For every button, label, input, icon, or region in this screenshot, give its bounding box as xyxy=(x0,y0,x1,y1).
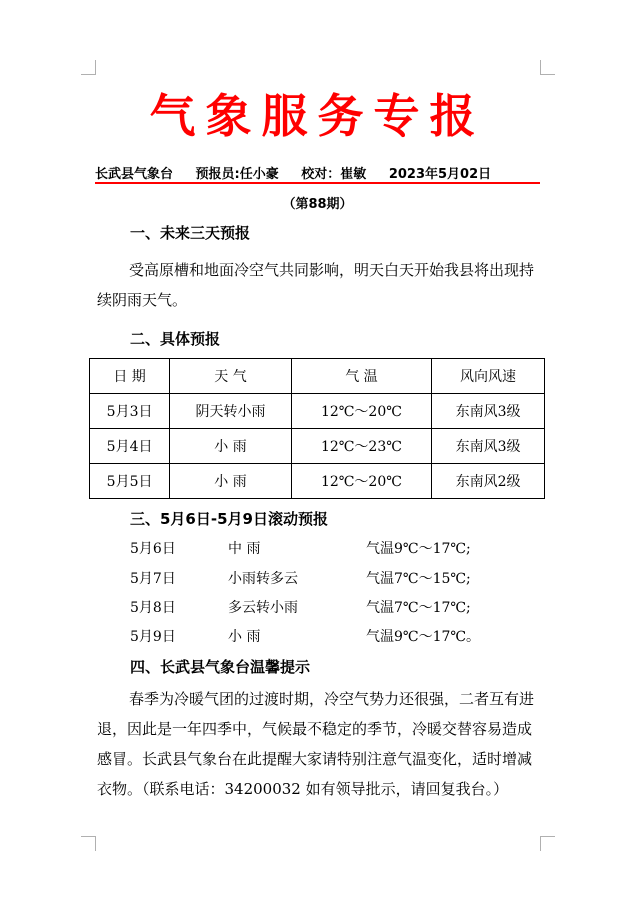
table-header-row xyxy=(90,359,545,394)
rolling-date: 5月7日 xyxy=(130,571,176,587)
rolling-date: 5月6日 xyxy=(130,541,176,557)
header-date: 日 期 xyxy=(90,359,170,394)
checker: 校对：崔敏 xyxy=(301,167,367,182)
rolling-date: 5月9日 xyxy=(130,629,176,645)
document-title: 气象服务专报 xyxy=(149,89,486,143)
cell-weather: 阴天转小雨 xyxy=(170,394,292,429)
header-temp: 气 温 xyxy=(291,359,431,394)
forecaster: 预报员:任小豪 xyxy=(195,167,279,182)
cell-weather: 小 雨 xyxy=(170,464,292,499)
rolling-weather: 多云转小雨 xyxy=(228,600,298,616)
table-row xyxy=(90,464,545,499)
rolling-temp: 气温7℃～15℃; xyxy=(366,571,471,587)
table-row xyxy=(90,394,545,429)
station-name: 长武县气象台 xyxy=(95,167,174,182)
page-corner-mark xyxy=(81,836,96,851)
cell-temp: 12℃～23℃ xyxy=(291,429,431,464)
issue-number: （第88期） xyxy=(282,197,353,212)
cell-wind: 东南风3级 xyxy=(432,394,545,429)
forecast-table xyxy=(89,358,545,499)
cell-temp: 12℃～20℃ xyxy=(291,464,431,499)
page-corner-mark xyxy=(540,60,555,75)
rolling-weather: 小 雨 xyxy=(228,629,261,645)
header-divider xyxy=(95,182,540,184)
rolling-temp: 气温9℃～17℃。 xyxy=(366,629,481,645)
cell-date: 5月5日 xyxy=(90,464,170,499)
section3-heading: 三、5月6日-5月9日滚动预报 xyxy=(130,510,328,528)
cell-weather: 小 雨 xyxy=(170,429,292,464)
rolling-weather: 小雨转多云 xyxy=(228,571,298,587)
cell-wind: 东南风3级 xyxy=(432,429,545,464)
issue-date: 2023年5月02日 xyxy=(388,167,492,182)
section1-heading: 一、未来三天预报 xyxy=(130,224,251,242)
rolling-temp: 气温9℃～17℃; xyxy=(366,541,471,557)
section4-heading: 四、长武县气象台温馨提示 xyxy=(130,658,311,676)
header-weather: 天 气 xyxy=(170,359,292,394)
cell-wind: 东南风2级 xyxy=(432,464,545,499)
page-corner-mark xyxy=(540,836,555,851)
cell-date: 5月4日 xyxy=(90,429,170,464)
header-wind: 风向风速 xyxy=(432,359,545,394)
rolling-date: 5月8日 xyxy=(130,600,176,616)
info-line xyxy=(95,163,540,182)
rolling-weather: 中 雨 xyxy=(228,541,261,557)
section2-heading: 二、具体预报 xyxy=(130,330,221,348)
page-corner-mark xyxy=(81,60,96,75)
rolling-temp: 气温7℃～17℃; xyxy=(366,600,471,616)
section1-text: 受高原槽和地面冷空气共同影响，明天白天开始我县将出现持续阴雨天气。 xyxy=(97,261,535,309)
cell-temp: 12℃～20℃ xyxy=(291,394,431,429)
section4-text: 春季为冷暖气团的过渡时期，冷空气势力还很强，二者互有进退，因此是一年四季中，气候最不稳定的季节，冷暖交替容易造成感冒。长武县气象台在此提醒大家请特别注意气温变化，适时增减衣物。（联系电话：34200032 如有领导批示，请回复我台。） xyxy=(97,690,535,798)
table-row xyxy=(90,429,545,464)
cell-date: 5月3日 xyxy=(90,394,170,429)
